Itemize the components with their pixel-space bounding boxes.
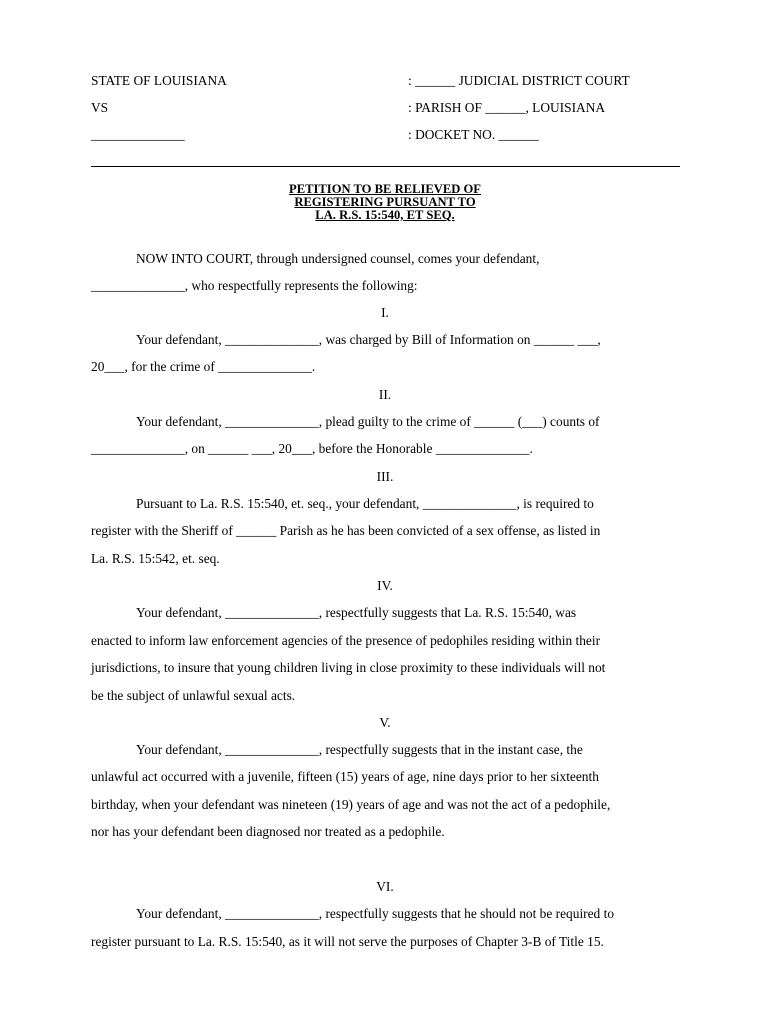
paragraph-line: Your defendant, ______________, respectfully suggests that La. R.S. 15:540, was	[136, 605, 577, 620]
title-line-1: PETITION TO BE RELIEVED OF	[289, 182, 481, 196]
intro-line-1: NOW INTO COURT, through undersigned counsel, comes your defendant,	[136, 251, 540, 266]
caption-state: STATE OF LOUISIANA	[91, 73, 227, 88]
paragraph-line: unlawful act occurred with a juvenile, fifteen (15) years of age, nine days prior to her sixteenth	[91, 769, 599, 784]
paragraph-line: ______________, on ______ ___, 20___, before the Honorable ______________.	[91, 441, 533, 456]
paragraph-line: Your defendant, ______________, plead guilty to the crime of ______ (___) counts of	[136, 414, 600, 429]
caption-defendant-blank: ______________	[91, 127, 185, 142]
section-number: I.	[381, 305, 389, 320]
paragraph-line: nor has your defendant been diagnosed nor treated as a pedophile.	[91, 824, 445, 839]
paragraph-line: register pursuant to La. R.S. 15:540, as it will not serve the purposes of Chapter 3-B of Title 15.	[91, 934, 604, 949]
section-number: III.	[376, 469, 394, 484]
paragraph-line: register with the Sheriff of ______ Parish as he has been convicted of a sex offense, as listed in	[91, 523, 601, 538]
caption-court: : ______ JUDICIAL DISTRICT COURT	[408, 73, 630, 88]
paragraph-line: Pursuant to La. R.S. 15:540, et. seq., your defendant, ______________, is required to	[136, 496, 594, 511]
paragraph-line: enacted to inform law enforcement agencies of the presence of pedophiles residing within their	[91, 633, 601, 648]
paragraph-line: birthday, when your defendant was nineteen (19) years of age and was not the act of a pedophile,	[91, 797, 611, 812]
caption-divider	[91, 166, 680, 167]
paragraph-line: be the subject of unlawful sexual acts.	[91, 688, 296, 703]
paragraph-line: La. R.S. 15:542, et. seq.	[91, 551, 220, 566]
caption-docket: : DOCKET NO. ______	[408, 127, 539, 142]
caption-parish: : PARISH OF ______, LOUISIANA	[408, 100, 606, 115]
paragraph-line: jurisdictions, to insure that young children living in close proximity to these individuals will not	[91, 660, 606, 675]
paragraph-line: Your defendant, ______________, respectfully suggests that in the instant case, the	[136, 742, 583, 757]
section-number: V.	[379, 715, 391, 730]
title-line-3: LA. R.S. 15:540, ET SEQ.	[315, 208, 455, 222]
paragraph-line: 20___, for the crime of ______________.	[91, 359, 316, 374]
intro-line-2: ______________, who respectfully represents the following:	[91, 278, 418, 293]
section-number: II.	[378, 387, 392, 402]
caption-vs: VS	[91, 100, 109, 115]
paragraph-line: Your defendant, ______________, respectfully suggests that he should not be required to	[136, 906, 615, 921]
section-number: IV.	[377, 578, 393, 593]
paragraph-line: Your defendant, ______________, was charged by Bill of Information on ______ ___,	[136, 332, 601, 347]
section-number: VI.	[376, 879, 394, 894]
title-line-2: REGISTERING PURSUANT TO	[294, 195, 476, 209]
